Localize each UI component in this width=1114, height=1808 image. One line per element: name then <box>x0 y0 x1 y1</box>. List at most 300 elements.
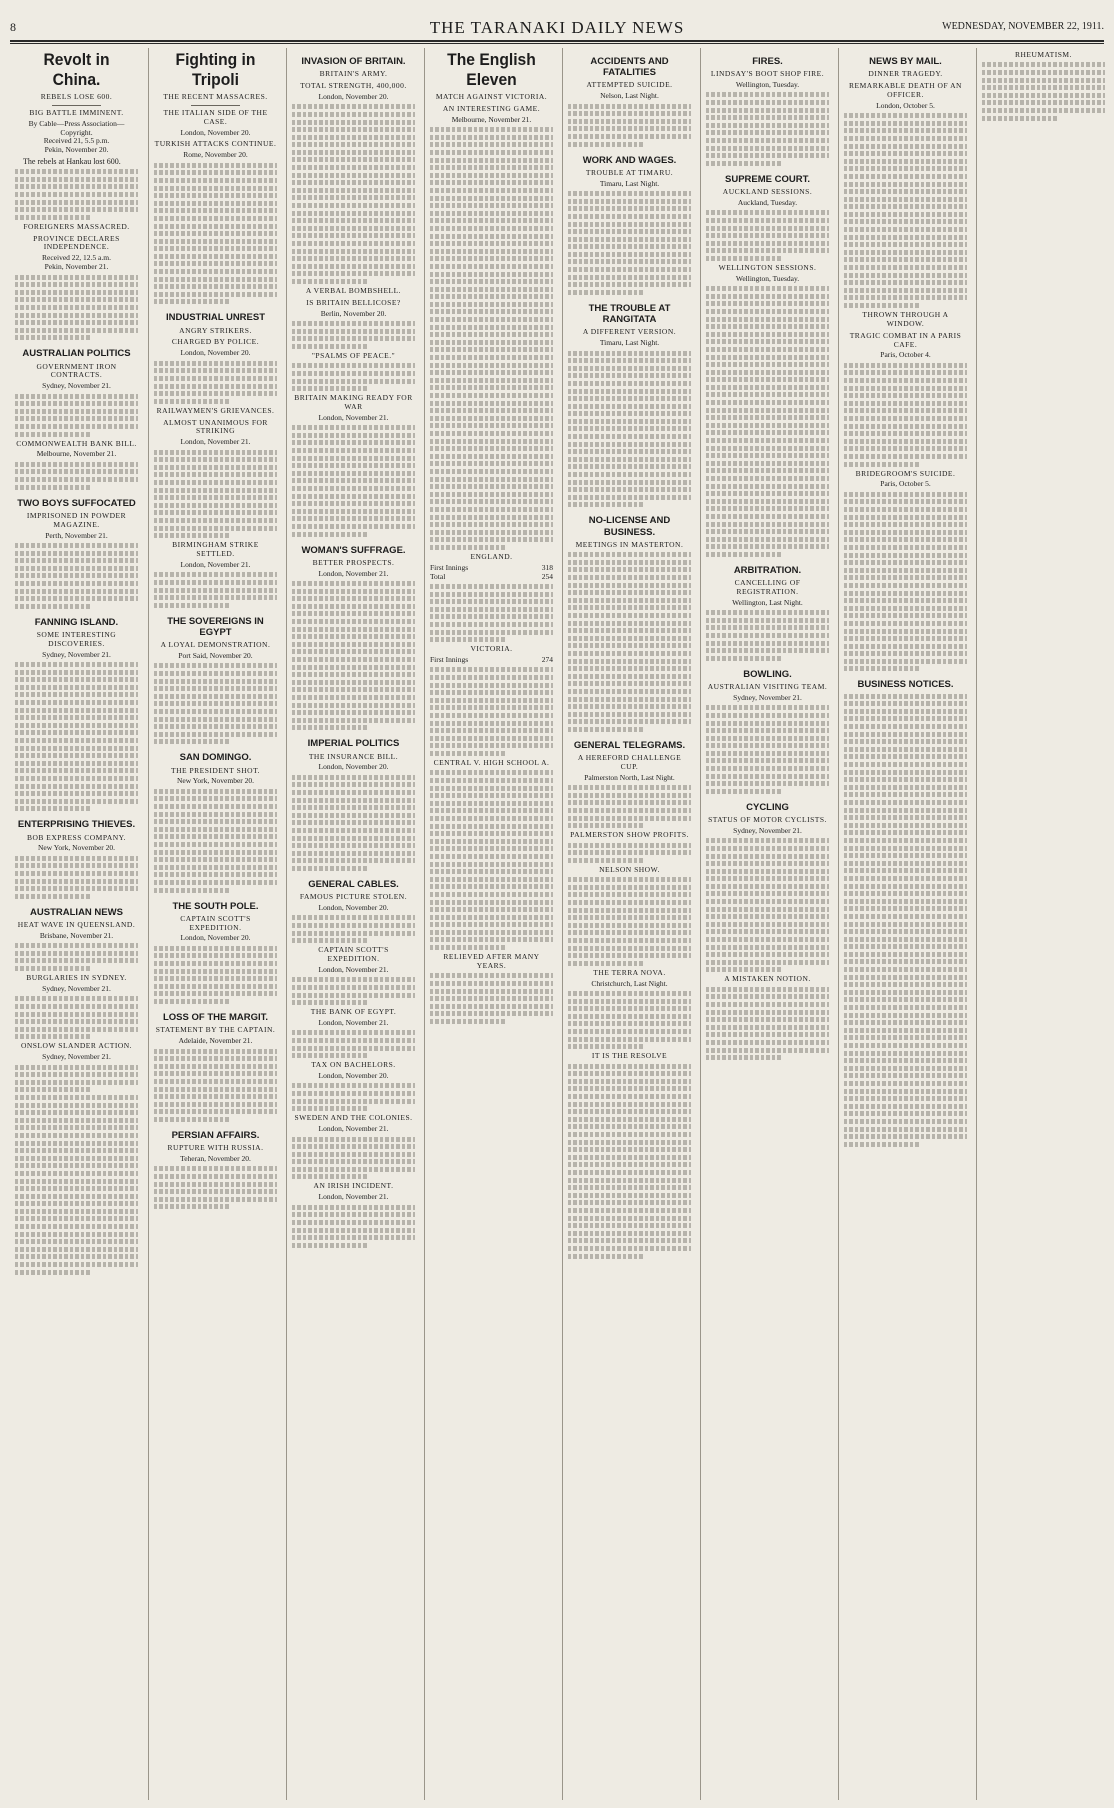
text-line <box>292 931 415 936</box>
text-line <box>15 320 138 325</box>
text-line <box>292 1106 368 1111</box>
text-line <box>568 495 691 500</box>
text-line <box>154 796 277 801</box>
text-line <box>568 991 691 996</box>
illegible-text-block <box>292 1083 415 1111</box>
text-line <box>154 254 277 259</box>
text-line <box>568 244 691 249</box>
text-line <box>292 993 415 998</box>
text-line <box>568 999 691 1004</box>
text-line <box>844 937 967 942</box>
text-line <box>430 515 553 520</box>
text-line <box>430 584 553 589</box>
text-line <box>292 1212 415 1217</box>
text-line <box>568 1193 691 1198</box>
text-line <box>154 819 277 824</box>
text-line <box>15 485 91 490</box>
section-heading: FIRES. <box>752 56 783 67</box>
text-line <box>706 522 829 527</box>
text-line <box>292 858 415 863</box>
text-line <box>568 1037 691 1042</box>
text-line <box>154 827 277 832</box>
text-line <box>15 1034 91 1039</box>
text-line <box>292 486 415 491</box>
sub-heading: BETTER PROSPECTS. <box>312 557 395 567</box>
text-line <box>844 1096 967 1101</box>
text-line <box>706 476 829 481</box>
text-line <box>292 329 415 334</box>
text-line <box>844 975 967 980</box>
text-line <box>430 302 553 307</box>
dateline: London, October 5. <box>876 100 935 110</box>
text-line <box>568 953 691 958</box>
dateline: Teheran, November 20. <box>180 1153 251 1163</box>
text-line <box>844 830 967 835</box>
illegible-text-block <box>154 663 277 744</box>
text-line <box>706 529 829 534</box>
text-line <box>430 877 553 882</box>
text-line <box>430 393 553 398</box>
text-line <box>568 396 691 401</box>
text-line <box>292 1099 415 1104</box>
text-line <box>706 891 829 896</box>
text-line <box>706 929 829 934</box>
text-line <box>844 204 967 209</box>
text-line <box>15 738 138 743</box>
text-line <box>154 872 277 877</box>
text-line <box>844 1111 967 1116</box>
section-heading: ARBITRATION. <box>733 564 802 576</box>
text-line <box>430 937 553 942</box>
text-line <box>15 1171 138 1176</box>
text-line <box>430 667 553 672</box>
text-line <box>15 1156 138 1161</box>
text-line <box>844 136 967 141</box>
text-line <box>844 424 967 429</box>
text-line <box>844 393 967 398</box>
text-line <box>15 558 138 563</box>
illegible-text-block <box>430 973 553 1024</box>
text-line <box>568 282 691 287</box>
text-line <box>154 457 277 462</box>
text-line <box>154 399 230 404</box>
text-line <box>154 572 277 577</box>
dateline: Timaru, Last Night. <box>599 338 660 348</box>
text-line <box>844 694 967 699</box>
text-line <box>568 823 644 828</box>
text-line <box>292 456 415 461</box>
sub-heading: WELLINGTON SESSIONS. <box>718 262 817 272</box>
text-line <box>292 471 415 476</box>
text-line <box>568 621 691 626</box>
text-line <box>844 701 967 706</box>
text-line <box>292 725 368 730</box>
text-line <box>15 184 138 189</box>
illegible-text-block <box>15 394 138 437</box>
text-line <box>706 108 829 113</box>
text-line <box>15 951 138 956</box>
text-line <box>15 1019 138 1024</box>
text-line <box>430 854 553 859</box>
text-line <box>430 862 553 867</box>
score-value: 274 <box>541 655 553 664</box>
text-line <box>292 718 415 723</box>
text-line <box>292 188 415 193</box>
text-line <box>844 212 967 217</box>
text-line <box>154 472 277 477</box>
sub-heading: "PSALMS OF PEACE." <box>311 350 396 360</box>
illegible-text-block <box>154 789 277 893</box>
text-line <box>568 1254 644 1259</box>
text-line <box>292 150 415 155</box>
text-line <box>844 1058 967 1063</box>
sub-heading: RUPTURE WITH RUSSIA. <box>167 1143 264 1153</box>
sub-heading: CANCELLING OF REGISTRATION. <box>734 578 801 596</box>
text-line <box>706 610 829 615</box>
text-line <box>568 1223 691 1228</box>
text-line <box>292 938 368 943</box>
text-line <box>292 142 415 147</box>
text-line <box>15 604 91 609</box>
text-line <box>430 469 553 474</box>
text-line <box>430 786 553 791</box>
text-line <box>568 712 691 717</box>
text-line <box>292 256 415 261</box>
sub-heading: AN IRISH INCIDENT. <box>313 1181 394 1191</box>
text-line <box>430 683 553 688</box>
text-line <box>706 123 829 128</box>
text-line <box>154 1117 230 1122</box>
text-line <box>706 907 829 912</box>
text-line <box>15 1103 138 1108</box>
text-line <box>844 1104 967 1109</box>
text-line <box>292 127 415 132</box>
text-line <box>292 1000 368 1005</box>
text-line <box>154 224 277 229</box>
text-line <box>15 730 138 735</box>
text-line <box>430 401 553 406</box>
text-line <box>15 305 138 310</box>
text-line <box>568 464 691 469</box>
sub-heading: DINNER TRAGEDY. <box>868 69 943 79</box>
text-line <box>430 294 553 299</box>
text-line <box>844 1028 967 1033</box>
text-line <box>154 284 277 289</box>
text-line <box>292 249 415 254</box>
text-line <box>430 622 553 627</box>
section-heading: PERSIAN AFFAIRS. <box>171 1129 260 1141</box>
text-line <box>568 126 691 131</box>
text-line <box>844 1127 967 1132</box>
text-line <box>844 446 967 451</box>
text-line <box>706 994 829 999</box>
text-line <box>568 434 691 439</box>
text-line <box>706 537 829 542</box>
text-line <box>844 144 967 149</box>
text-line <box>568 1200 691 1205</box>
text-line <box>568 199 691 204</box>
text-line <box>568 900 691 905</box>
text-line <box>568 681 691 686</box>
dateline: London, November 20. <box>180 348 251 358</box>
text-line <box>154 865 277 870</box>
text-line <box>430 446 553 451</box>
text-line <box>706 210 829 215</box>
text-line <box>430 831 553 836</box>
dateline: Timaru, Last Night. <box>599 178 660 188</box>
text-line <box>430 728 553 733</box>
text-line <box>706 937 829 942</box>
text-line <box>154 603 230 608</box>
text-line <box>844 739 967 744</box>
sub-heading: THE PRESIDENT SHOT. <box>170 765 260 775</box>
text-line <box>844 386 967 391</box>
text-line <box>568 1109 691 1114</box>
text-line <box>430 869 553 874</box>
section-heading: NEWS BY MAIL. <box>869 56 942 67</box>
text-line <box>292 173 415 178</box>
text-line <box>430 599 553 604</box>
text-line <box>706 392 829 397</box>
text-line <box>154 1189 277 1194</box>
sub-heading: LINDSAY'S BOOT SHOP FIRE. <box>710 69 825 79</box>
text-line <box>430 158 553 163</box>
text-line <box>430 907 553 912</box>
text-line <box>154 518 277 523</box>
section-heading: WORK AND WAGES. <box>582 154 677 166</box>
text-line <box>568 659 691 664</box>
text-line <box>706 618 829 623</box>
dateline: London, November 21. <box>180 559 251 569</box>
text-line <box>844 982 967 987</box>
text-line <box>568 704 691 709</box>
text-line <box>844 914 967 919</box>
text-line <box>706 347 829 352</box>
text-line <box>844 1073 967 1078</box>
sub-heading: TURKISH ATTACKS CONTINUE. <box>154 139 277 149</box>
text-line <box>430 264 553 269</box>
text-line <box>430 203 553 208</box>
text-line <box>844 591 967 596</box>
column-2 <box>148 48 282 1800</box>
text-line <box>154 701 277 706</box>
text-line <box>292 241 415 246</box>
text-line <box>15 784 138 789</box>
illegible-text-block <box>844 363 967 467</box>
text-line <box>154 246 277 251</box>
text-line <box>292 211 415 216</box>
text-line <box>15 192 138 197</box>
illegible-text-block <box>844 694 967 1147</box>
dateline: New York, November 20. <box>37 843 116 853</box>
text-line <box>568 1124 691 1129</box>
section-heading: FANNING ISLAND. <box>34 616 119 628</box>
text-line <box>706 789 782 794</box>
illegible-text-block <box>982 62 1105 120</box>
text-line <box>15 1012 138 1017</box>
text-line <box>430 721 553 726</box>
text-line <box>154 277 277 282</box>
illegible-text-block <box>430 770 553 950</box>
text-line <box>568 697 691 702</box>
column-6 <box>700 48 834 1800</box>
text-line <box>568 502 644 507</box>
text-line <box>154 961 277 966</box>
text-line <box>568 1147 691 1152</box>
column-8 <box>976 48 1110 1800</box>
text-line <box>568 727 644 732</box>
sub-heading: BOB EXPRESS COMPANY. <box>27 832 126 842</box>
text-line <box>706 846 829 851</box>
text-line <box>430 614 553 619</box>
text-line <box>154 163 277 168</box>
text-line <box>154 686 277 691</box>
dateline: London, November 20. <box>318 1071 389 1080</box>
text-line <box>430 846 553 851</box>
text-line <box>568 613 691 618</box>
text-line <box>430 675 553 680</box>
text-line <box>292 672 415 677</box>
illegible-text-block <box>292 1030 415 1058</box>
text-line <box>15 1027 138 1032</box>
sub-heading: A HEREFORD CHALLENGE CUP. <box>577 753 682 771</box>
text-line <box>154 969 277 974</box>
illegible-text-block <box>292 1205 415 1248</box>
illegible-text-block <box>568 351 691 508</box>
text-line <box>706 226 829 231</box>
text-line <box>15 1118 138 1123</box>
text-line <box>292 1159 415 1164</box>
text-line <box>844 499 967 504</box>
text-line <box>292 923 415 928</box>
text-line <box>154 789 277 794</box>
text-line <box>154 732 277 737</box>
text-line <box>292 494 415 499</box>
sub-heading: BRITAIN MAKING READY FOR WAR <box>294 393 413 411</box>
dateline: London, November 20. <box>318 91 389 101</box>
text-line <box>706 491 829 496</box>
text-line <box>844 1020 967 1025</box>
sub-heading: BRITAIN'S ARMY. <box>319 69 388 79</box>
text-line <box>15 543 138 548</box>
text-line <box>430 736 553 741</box>
text-line <box>292 695 415 700</box>
text-line <box>844 431 967 436</box>
text-line <box>292 271 415 276</box>
text-line <box>844 1119 967 1124</box>
text-line <box>706 758 829 763</box>
text-line <box>568 1140 691 1145</box>
text-line <box>154 261 277 266</box>
text-line <box>844 522 967 527</box>
text-line <box>15 958 138 963</box>
illegible-text-block <box>568 991 691 1049</box>
text-line <box>430 461 553 466</box>
text-line <box>706 377 829 382</box>
illegible-text-block <box>292 915 415 943</box>
text-line <box>568 1216 691 1221</box>
text-line <box>430 989 553 994</box>
text-line <box>430 945 506 950</box>
text-line <box>15 409 138 414</box>
dateline: Received 22, 12.5 a.m. <box>42 253 111 263</box>
text-line <box>292 775 415 780</box>
text-line <box>292 321 415 326</box>
dateline: Port Said, November 20. <box>178 650 253 660</box>
text-line <box>568 1086 691 1091</box>
illegible-text-block <box>568 785 691 828</box>
dateline: London, November 20. <box>180 127 251 137</box>
text-line <box>844 363 967 368</box>
text-line <box>292 1167 415 1172</box>
text-line <box>154 842 277 847</box>
text-line <box>844 659 967 664</box>
illegible-text-block <box>430 127 553 550</box>
sub-heading: STATEMENT BY THE CAPTAIN. <box>155 1025 276 1035</box>
text-line <box>982 70 1105 75</box>
illegible-text-block <box>154 361 277 404</box>
text-line <box>292 1174 368 1179</box>
sub-heading: A LOYAL DEMONSTRATION. <box>160 640 271 650</box>
text-line <box>154 384 277 389</box>
text-line <box>292 386 368 391</box>
illegible-text-block <box>706 705 829 794</box>
text-line <box>706 766 829 771</box>
dateline: Paris, October 5. <box>880 479 931 489</box>
text-line <box>430 340 553 345</box>
text-line <box>844 997 967 1002</box>
text-line <box>154 671 277 676</box>
text-line <box>15 1270 91 1275</box>
text-line <box>430 363 553 368</box>
text-line <box>706 641 829 646</box>
text-line <box>15 200 138 205</box>
text-line <box>568 389 691 394</box>
text-line <box>15 1141 138 1146</box>
text-line <box>568 1006 691 1011</box>
column-5 <box>562 48 696 1800</box>
text-line <box>292 985 415 990</box>
score-label: First Innings <box>430 655 469 664</box>
text-line <box>706 876 829 881</box>
text-line <box>430 607 553 612</box>
text-line <box>430 454 553 459</box>
text-line <box>982 85 1105 90</box>
text-line <box>844 1089 967 1094</box>
sub-heading: REMARKABLE DEATH OF AN OFFICER. <box>849 81 962 99</box>
text-line <box>15 966 91 971</box>
sub-heading: CENTRAL V. HIGH SCHOOL A. <box>433 757 550 767</box>
dateline: Palmerston North, Last Night. <box>584 772 675 782</box>
text-line <box>568 1064 691 1069</box>
text-line <box>568 643 691 648</box>
text-line <box>844 439 967 444</box>
text-line <box>844 762 967 767</box>
text-line <box>15 335 91 340</box>
text-line <box>430 408 553 413</box>
dateline: Wellington, Last Night. <box>732 597 803 607</box>
text-line <box>430 884 553 889</box>
illegible-text-block <box>292 425 415 536</box>
text-line <box>706 453 829 458</box>
text-line <box>844 515 967 520</box>
illegible-text-block <box>15 1065 138 1093</box>
text-line <box>706 385 829 390</box>
sub-heading: BIRMINGHAM STRIKE SETTLED. <box>172 540 259 559</box>
text-line <box>568 719 691 724</box>
sub-heading: IT IS THE RESOLVE <box>591 1051 668 1061</box>
text-line <box>844 636 967 641</box>
